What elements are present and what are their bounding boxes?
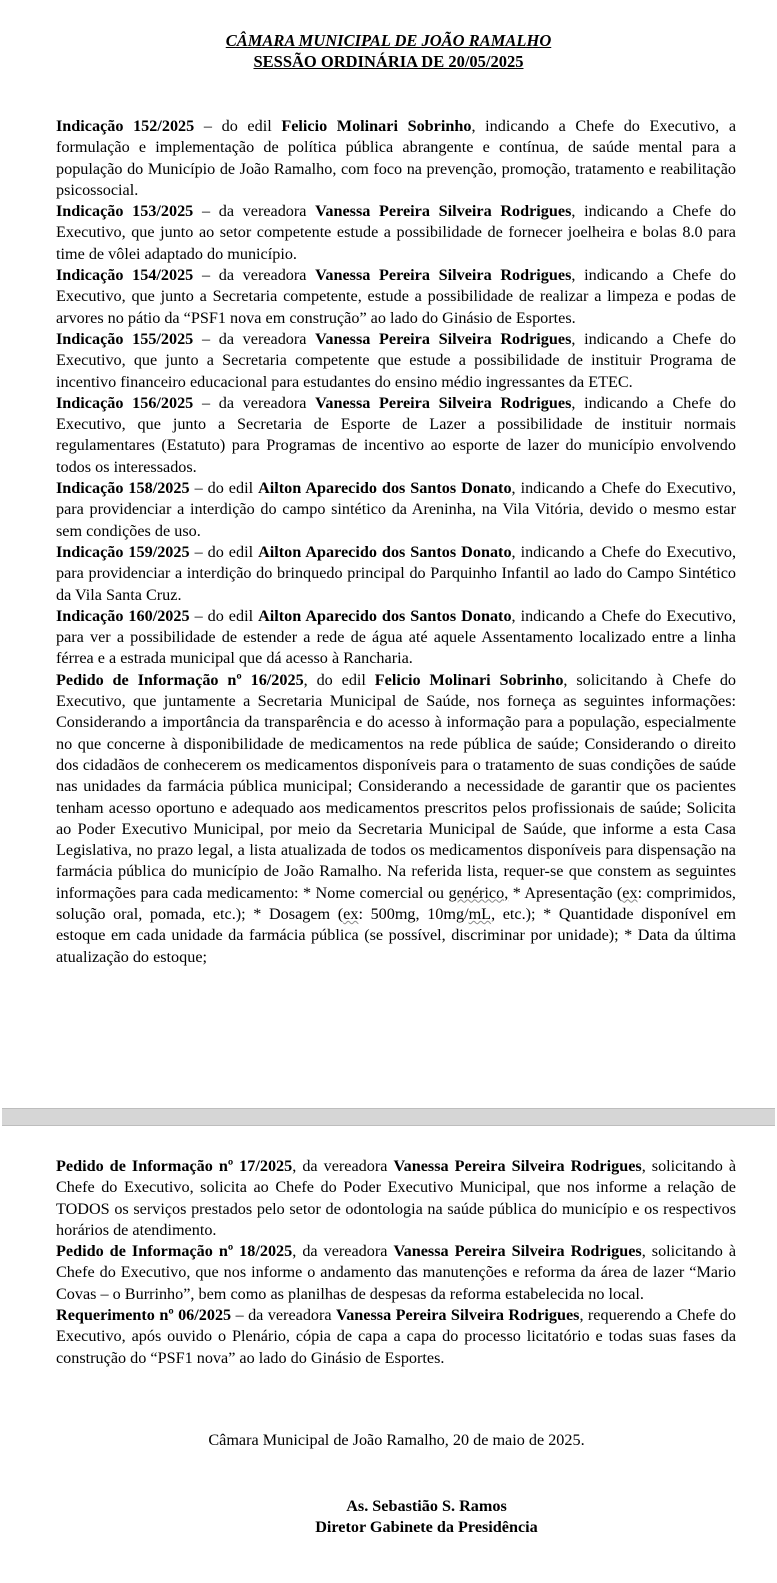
item-text: , indicando a Chefe do Executivo, a formulação e implementação de política pública abrangente e contínua, de saúde mental para a população do Município de João Ramalho, com foco na prevenção, promoção, tratamento e reabilitação psicossocial. — [56, 117, 737, 199]
item-text: , indicando a Chefe do Executivo, para providenciar a interdição do campo sintético da Areninha, na Vila Vitória, devido o mesmo estar sem condições de uso. — [56, 479, 737, 540]
item-text: , indicando a Chefe do Executivo, para ver a possibilidade de estender a rede de água até aquele Assentamento localizado entre a linha férrea e a estrada municipal que dá acesso à Rancharia. — [56, 606, 737, 668]
item-author: Vanessa Pereira Silveira Rodrigues — [393, 1157, 642, 1175]
indicacao-156 — [56, 393, 736, 478]
item-author: Vanessa Pereira Silveira Rodrigues — [315, 329, 572, 348]
item-text-d: : 500mg, 10mg/ — [358, 904, 469, 923]
indicacao-160 — [56, 606, 736, 670]
item-pre: – do edil — [189, 606, 259, 625]
item-pre: – da vereadora — [193, 202, 316, 221]
indicacao-155 — [56, 329, 736, 393]
item-ref: Pedido de Informação nº 16/2025 — [56, 670, 304, 689]
item-author: Felicio Molinari Sobrinho — [374, 670, 564, 689]
item-pre: – da vereadora — [193, 393, 316, 412]
item-pre: – da vereadora — [231, 1306, 336, 1325]
signature-block — [0, 1496, 777, 1538]
item-text-b: * Apresentação ( — [508, 883, 623, 902]
indicacao-158 — [56, 478, 736, 542]
item-text: , requerendo a Chefe do Executivo, após ouvido o Plenário, cópia de capa a capa do processo licitatório e todas suas fases da construção do “PSF1 nova” ao lado do Ginásio de Esportes. — [56, 1306, 736, 1367]
item-text: , indicando a Chefe do Executivo, que junto a Secretaria competente que estude a possibilidade de instituir Programa de incentivo financeiro educacional para estudantes do ensino médio ingressantes da ETEC. — [56, 329, 736, 391]
signatory-name: As. Sebastião S. Ramos — [346, 1497, 507, 1515]
item-ref: Indicação 154/2025 — [56, 266, 194, 285]
document-body — [56, 116, 736, 968]
header-chamber-title: CÂMARA MUNICIPAL DE JOÃO RAMALHO — [225, 31, 552, 50]
item-author: Vanessa Pereira Silveira Rodrigues — [315, 393, 572, 412]
spellcheck-word: genérico, — [448, 883, 509, 902]
spellcheck-word: ex — [622, 883, 638, 902]
item-text: , solicitando à Chefe do Executivo, solicita ao Chefe do Poder Executivo Municipal, que nos informe a relação de TODOS os serviços prestados pelo setor de odontologia na saúde pública do município e os respectivos horários de atendimento. — [56, 1157, 736, 1239]
item-pre: – do edil — [194, 117, 282, 135]
header-session-title: SESSÃO ORDINÁRIA DE 20/05/2025 — [253, 52, 524, 71]
item-ref: Indicação 159/2025 — [56, 542, 190, 561]
item-pre: – do edil — [189, 542, 259, 561]
page-break-separator — [2, 1108, 775, 1126]
pedido-informacao-16 — [56, 670, 736, 968]
item-author: Vanessa Pereira Silveira Rodrigues — [315, 202, 572, 221]
item-ref: Indicação 160/2025 — [56, 606, 190, 625]
item-pre: – da vereadora — [193, 329, 316, 348]
spellcheck-word: mL — [468, 904, 492, 923]
indicacao-152 — [56, 116, 736, 201]
item-ref: Pedido de Informação nº 18/2025 — [56, 1242, 293, 1261]
item-pre: , do edil — [303, 670, 375, 689]
document-header — [0, 30, 777, 72]
signatory-title: Diretor Gabinete da Presidência — [315, 1518, 538, 1536]
item-ref: Indicação 156/2025 — [56, 393, 194, 412]
item-author: Ailton Aparecido dos Santos Donato — [258, 479, 512, 498]
item-text: , indicando a Chefe do Executivo, que junto a Secretaria competente, estude a possibilidade de realizar a limpeza e podas de arvores no pátio da “PSF1 nova em construção” ao lado do Ginásio de Esportes. — [56, 266, 736, 327]
indicacao-153 — [56, 201, 736, 265]
item-text-a: , solicitando à Chefe do Executivo, que juntamente a Secretaria Municipal de Saúde, nos forneça as seguintes informações: Considerando a importância da transparência e do acesso à informação para a população, especialmente no que concerne à disponibilidade de medicamentos na rede pública de saúde; Considerando o direito dos cidadãos de conhecerem os medicamentos disponíveis para o tratamento de suas condições de saúde nas unidades da farmácia pública municipal; Considerando a necessidade de garantir que os pacientes tenham acesso oportuno e adequado aos medicamentos prescritos pelos profissionais de saúde; Solicita ao Poder Executivo Municipal, por meio da Secretaria Municipal de Saúde, que informe a esta Casa Legislativa, no prazo legal, a lista atualizada de todos os medicamentos disponíveis para dispensação na farmácia pública do município de João Ramalho. Na referida lista, requer-se que constem as seguintes informações para cada medicamento: * Nome comercial ou — [56, 670, 737, 902]
document-body-continued — [56, 1156, 736, 1369]
item-ref: Requerimento nº 06/2025 — [56, 1306, 232, 1325]
item-author: Vanessa Pereira Silveira Rodrigues — [336, 1306, 580, 1325]
pedido-informacao-18 — [56, 1241, 736, 1305]
item-author: Vanessa Pereira Silveira Rodrigues — [393, 1242, 642, 1261]
item-author: Ailton Aparecido dos Santos Donato — [258, 542, 512, 561]
item-text: , indicando a Chefe do Executivo, que junto a Secretaria de Esporte de Lazer a possibilidade de instituir normais regulamentares (Estatuto) para Programas de incentivo ao esporte de lazer do município envolvendo todos os interessados. — [56, 393, 736, 476]
item-ref: Indicação 153/2025 — [56, 202, 194, 221]
indicacao-159 — [56, 542, 736, 606]
item-text-c: : comprimidos, solução oral, pomada, etc.); * Dosagem ( — [56, 883, 736, 923]
spellcheck-word: ex — [343, 904, 359, 923]
item-ref: Pedido de Informação nº 17/2025 — [56, 1157, 293, 1175]
item-author: Vanessa Pereira Silveira Rodrigues — [315, 266, 572, 285]
pedido-informacao-17 — [56, 1156, 736, 1241]
requerimento-06 — [56, 1305, 736, 1369]
item-text: , indicando a Chefe do Executivo, para providenciar a interdição do brinquedo principal do Parquinho Infantil ao lado do Campo Sintético da Vila Santa Cruz. — [56, 542, 737, 604]
item-ref: Indicação 158/2025 — [56, 479, 190, 498]
item-author: Ailton Aparecido dos Santos Donato — [258, 606, 512, 625]
item-pre: , da vereadora — [292, 1157, 394, 1175]
item-text: , solicitando à Chefe do Executivo, que nos informe o andamento das manutenções e reforma da área de lazer “Mario Covas – o Burrinho”, bem como as planilhas de despesas da reforma estabelecida no local. — [56, 1242, 736, 1303]
item-text-e: , etc.); * Quantidade disponível em estoque em cada unidade da farmácia pública (se possível, discriminar por unidade); * Data da última atualização do estoque; — [56, 904, 736, 966]
item-text: , indicando a Chefe do Executivo, que junto ao setor competente estude a possibilidade de fornecer joelheira e bolas 8.0 para time de vôlei adaptado do município. — [56, 202, 736, 263]
document-page-2 — [0, 1126, 777, 1583]
closing-date-line: Câmara Municipal de João Ramalho, 20 de maio de 2025. — [208, 1431, 585, 1449]
item-ref: Indicação 152/2025 — [56, 117, 195, 135]
item-pre: – da vereadora — [193, 266, 316, 285]
item-pre: – do edil — [189, 479, 259, 498]
item-pre: , da vereadora — [292, 1242, 394, 1261]
item-ref: Indicação 155/2025 — [56, 329, 194, 348]
indicacao-154 — [56, 265, 736, 329]
item-author: Felicio Molinari Sobrinho — [281, 117, 472, 135]
